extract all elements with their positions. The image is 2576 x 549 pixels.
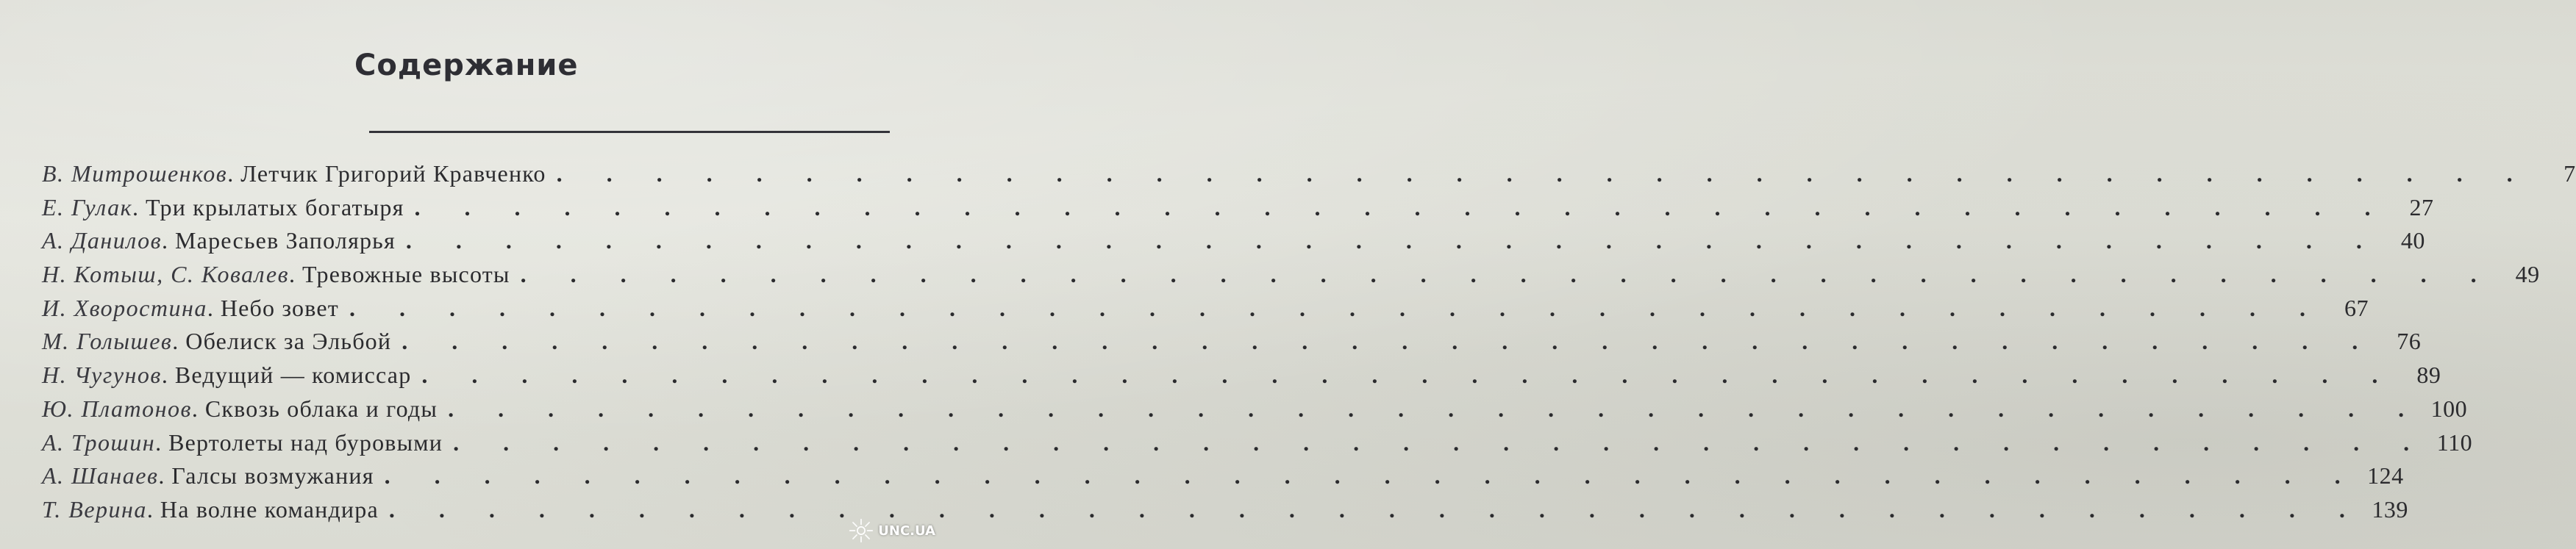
leader-dots: . . . . . . . . . . . . . . . . . . . . . . . . . . . . . . . . . . . . . . . . xyxy=(556,160,2532,187)
entry-page-number: 27 xyxy=(2409,193,2434,220)
entry-author: Т. Верина xyxy=(42,495,147,523)
entry-title: Обелиск за Эльбой xyxy=(185,328,392,355)
entry-title: Вертолеты над буровыми xyxy=(168,428,443,456)
leader-dots: . . . . . . . . . . . . . . . . . . . . . . . . . . . . . . . . . . . . . . . . xyxy=(405,227,2381,254)
entry-page-number: 100 xyxy=(2430,395,2468,422)
entry-title: Три крылатых богатыря xyxy=(146,193,404,220)
heading-divider xyxy=(369,131,890,133)
leader-dots: . . . . . . . . . . . . . . . . . . . . . . . . . . . . . . . . . . . . . . . . xyxy=(453,428,2429,456)
entry-author: Е. Гулак xyxy=(42,193,133,220)
entry-page-number: 67 xyxy=(2344,294,2369,321)
entry-author: И. Хворостина xyxy=(42,294,207,321)
leader-dots: . . . . . . . . . . . . . . . . . . . . . . . . . . . . . . . . . . . . . . . . xyxy=(414,193,2390,220)
entry-title: Маресьев Заполярья xyxy=(175,227,396,254)
entry-page-number: 40 xyxy=(2400,227,2425,254)
entry-page-number: 76 xyxy=(2397,328,2422,355)
entry-title: На волне командира xyxy=(160,495,379,523)
toc-entry: Н. Чугунов . Ведущий — комиссар . . . . . . . . . . . . . . . . . . . . . . . . . . . . . . . . . . . . . . . . 89 xyxy=(42,359,891,392)
table-of-contents xyxy=(42,157,2576,527)
entry-author: Н. Котыш, С. Ковалев xyxy=(42,261,289,288)
entry-page-number: 49 xyxy=(2515,261,2540,288)
entry-title: Сквозь облака и годы xyxy=(204,395,438,422)
entry-page-number: 89 xyxy=(2416,362,2441,389)
entry-author: Н. Чугунов xyxy=(42,362,162,389)
toc-entry: М. Голышев . Обелиск за Эльбой . . . . . . . . . . . . . . . . . . . . . . . . . . . . . . . . . . . . . . . . 76 xyxy=(42,325,891,359)
leader-dots: . . . . . . . . . . . . . . . . . . . . . . . . . . . . . . . . . . . . . . . . xyxy=(520,261,2496,288)
leader-dots: . . . . . . . . . . . . . . . . . . . . . . . . . . . . . . . . . . . . . . . . xyxy=(402,328,2377,355)
leader-dots: . . . . . . . . . . . . . . . . . . . . . . . . . . . . . . . . . . . . . . . . xyxy=(384,462,2360,489)
entry-title: Небо зовет xyxy=(220,294,339,321)
entry-author: М. Голышев xyxy=(42,328,173,355)
toc-entry: Н. Котыш, С. Ковалев . Тревожные высоты . . . . . . . . . . . . . . . . . . . . . . . . . . . . . . . . . . . . . . . . 49 xyxy=(42,258,891,292)
entry-author: В. Митрошенков xyxy=(42,160,228,187)
entry-author: А. Данилов xyxy=(42,227,163,254)
toc-entry: Е. Гулак . Три крылатых богатыря . . . . . . . . . . . . . . . . . . . . . . . . . . . . . . . . . . . . . . . . 27 xyxy=(42,191,891,225)
entry-title: Тревожные высоты xyxy=(302,261,510,288)
leader-dots: . . . . . . . . . . . . . . . . . . . . . . . . . . . . . . . . . . . . . . . . xyxy=(388,495,2364,523)
page-title: Содержание xyxy=(354,49,579,82)
watermark-text: UNC.UA xyxy=(878,523,935,539)
entry-author: Ю. Платонов xyxy=(42,395,192,422)
toc-entry: А. Шанаев . Галсы возмужания . . . . . . . . . . . . . . . . . . . . . . . . . . . . . . . . . . . . . . . . 124 xyxy=(42,459,891,493)
toc-entry: В. Митрошенков . Летчик Григорий Кравченко . . . . . . . . . . . . . . . . . . . . . . . . . . . . . . . . . . . . . . . . 7 xyxy=(42,157,891,191)
entry-page-number: 110 xyxy=(2436,428,2473,456)
toc-entry: А. Данилов . Маресьев Заполярья . . . . . . . . . . . . . . . . . . . . . . . . . . . . . . . . . . . . . . . . 40 xyxy=(42,224,891,258)
entry-page-number: 124 xyxy=(2367,462,2404,489)
entry-title: Летчик Григорий Кравченко xyxy=(240,160,546,187)
entry-title: Ведущий — комиссар xyxy=(174,362,412,389)
entry-title: Галсы возмужания xyxy=(171,462,374,489)
toc-entry: Т. Верина . На волне командира . . . . . . . . . . . . . . . . . . . . . . . . . . . . . . . . . . . . . . . . 139 xyxy=(42,493,891,527)
leader-dots: . . . . . . . . . . . . . . . . . . . . . . . . . . . . . . . . . . . . . . . . xyxy=(349,294,2325,321)
leader-dots: . . . . . . . . . . . . . . . . . . . . . . . . . . . . . . . . . . . . . . . . xyxy=(448,395,2424,422)
leader-dots: . . . . . . . . . . . . . . . . . . . . . . . . . . . . . . . . . . . . . . . . xyxy=(421,362,2397,389)
toc-entry: Ю. Платонов . Сквозь облака и годы . . . . . . . . . . . . . . . . . . . . . . . . . . . . . . . . . . . . . . . . 100 xyxy=(42,392,891,426)
entry-page-number: 139 xyxy=(2372,495,2408,523)
toc-entry: А. Трошин . Вертолеты над буровыми . . . . . . . . . . . . . . . . . . . . . . . . . . . . . . . . . . . . . . . . 110 xyxy=(42,426,891,460)
watermark xyxy=(849,518,935,543)
entry-author: А. Трошин xyxy=(42,428,156,456)
toc-entry: И. Хворостина . Небо зовет . . . . . . . . . . . . . . . . . . . . . . . . . . . . . . . . . . . . . . . . 67 xyxy=(42,292,891,326)
entry-page-number: 7 xyxy=(2563,160,2576,187)
entry-author: А. Шанаев xyxy=(42,462,159,489)
starburst-logo-icon xyxy=(849,518,874,543)
